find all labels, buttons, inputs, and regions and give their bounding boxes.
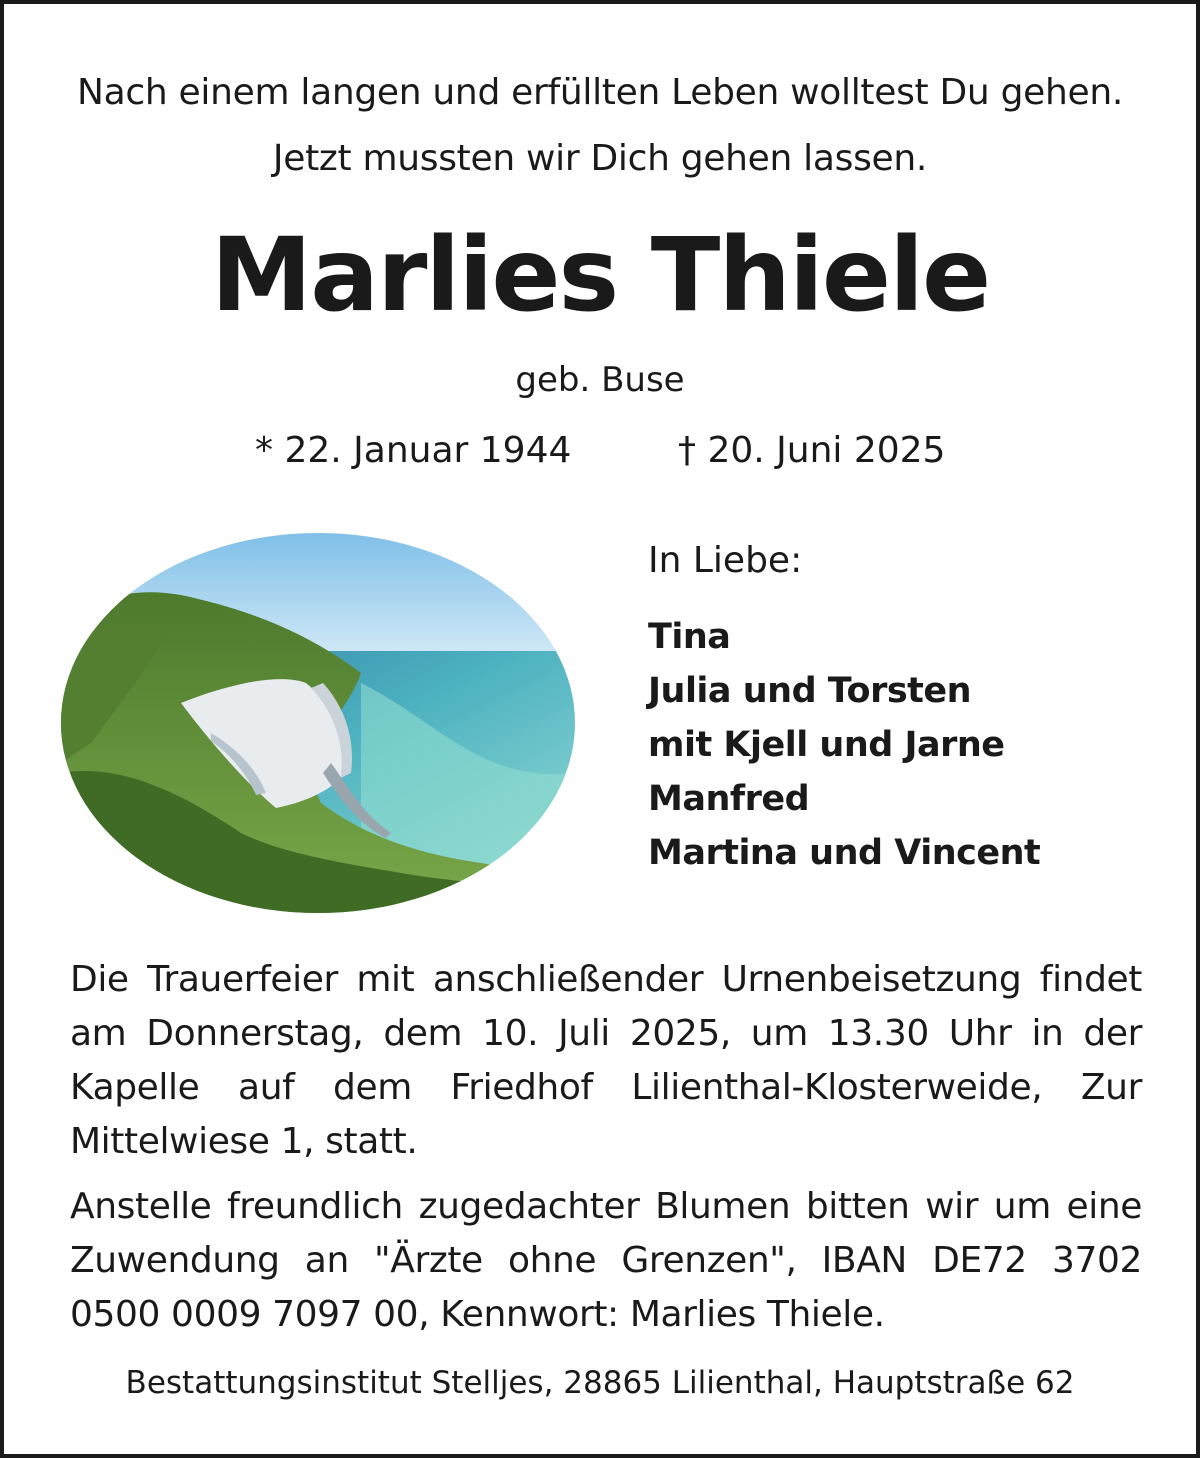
deceased-name: Marlies Thiele <box>210 216 990 335</box>
funeral-service-text: Die Trauerfeier mit anschließender Urnenbeisetzung findet am Donnerstag, dem 10. Juli 2025, um 13.30 Uhr in der Kapelle auf dem Friedhof Lilienthal-Klosterweide, Zur Mittelwiese 1, statt. <box>70 959 1142 1162</box>
undertaker-info: Bestattungsinstitut Stelljes, 28865 Lilienthal, Hauptstraße 62 <box>125 1365 1075 1401</box>
maiden-name: geb. Buse <box>515 360 685 400</box>
mourner-name: Julia und Torsten <box>648 671 972 711</box>
motto-line-1: Nach einem langen und erfüllten Leben wolltest Du gehen. <box>77 72 1123 113</box>
mourner-name: Manfred <box>648 779 810 819</box>
death-date: † 20. Juni 2025 <box>678 430 946 471</box>
in-liebe-heading: In Liebe: <box>648 540 803 581</box>
mourner-name: Tina <box>648 617 731 657</box>
coastal-cliff-photo <box>61 533 575 913</box>
mourner-name: mit Kjell und Jarne <box>648 725 1005 765</box>
donation-text: Anstelle freundlich zugedachter Blumen bitten wir um eine Zuwendung an "Ärzte ohne Grenzen", IBAN DE72 3702 0500 0009 7097 00, Kennwort: Marlies Thiele. <box>70 1186 1142 1335</box>
mourner-name: Martina und Vincent <box>648 833 1041 873</box>
birth-date: * 22. Januar 1944 <box>255 430 572 471</box>
motto-line-2: Jetzt mussten wir Dich gehen lassen. <box>272 138 928 179</box>
mourners-list <box>648 610 1040 880</box>
